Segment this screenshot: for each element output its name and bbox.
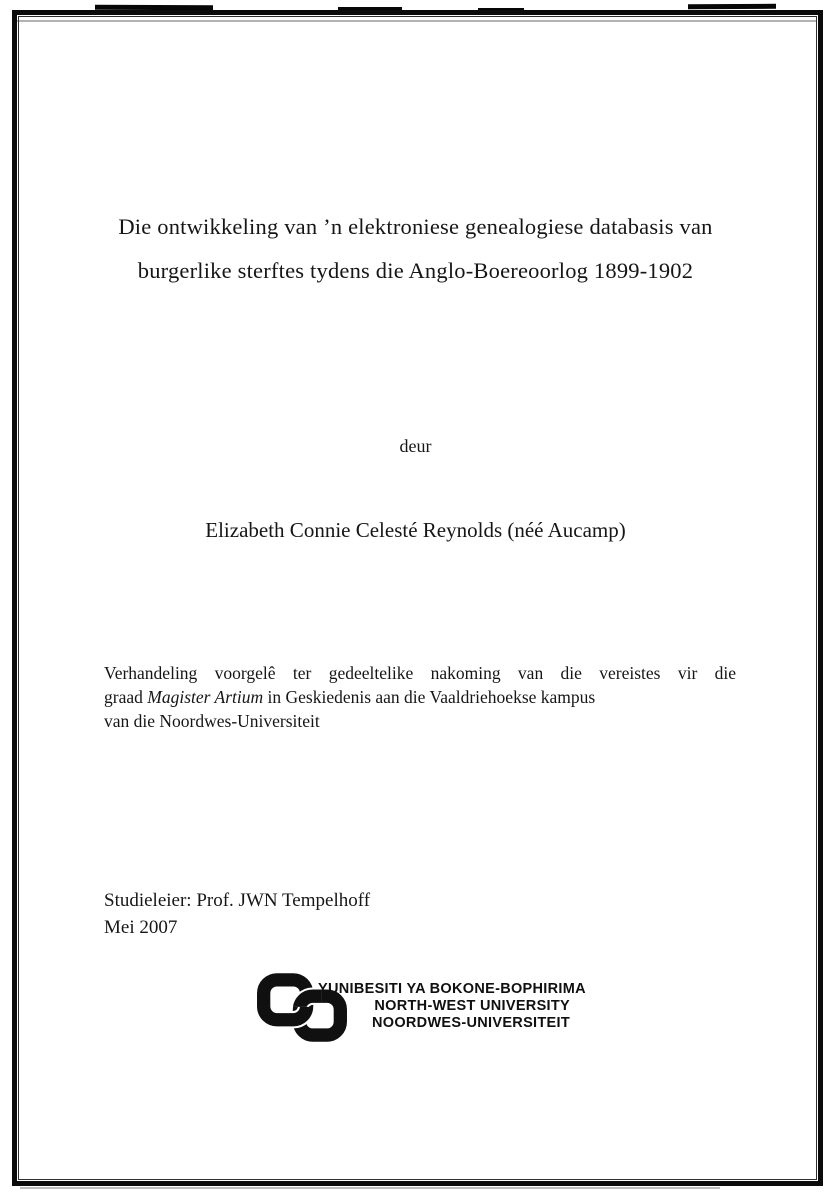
scan-artifact: [20, 1187, 720, 1189]
byline-deur: deur: [399, 436, 432, 456]
submission-statement: [104, 661, 736, 733]
date-line: Mei 2007: [104, 917, 178, 938]
title-line-2: burgerlike sterftes tydens die Anglo-Boereoorlog 1899-1902: [137, 258, 694, 283]
submission-line-2-suffix: in Geskiedenis aan die Vaaldriehoekse kampus: [263, 687, 596, 707]
logo-line-english: NORTH-WEST UNIVERSITY: [374, 998, 570, 1014]
supervisor-block: [104, 887, 370, 941]
submission-line-2: [104, 685, 736, 709]
submission-line-3: van die Noordwes-Universiteit: [104, 711, 320, 731]
scan-artifact: [688, 4, 776, 9]
logo-line-afrikaans: NOORDWES-UNIVERSITEIT: [371, 1015, 570, 1031]
university-logo-wordmark: [318, 981, 586, 1032]
submission-line-1: Verhandeling voorgelê ter gedeeltelike nakoming van die vereistes vir die: [104, 663, 736, 683]
degree-name-italic: Magister Artium: [147, 687, 264, 707]
title-line-1: Die ontwikkeling van ’n elektroniese genealogiese databasis van: [118, 214, 713, 239]
logo-line-setswana: YUNIBESITI YA BOKONE-BOPHIRIMA: [318, 981, 586, 997]
author-name: Elizabeth Connie Celesté Reynolds (néé Aucamp): [205, 518, 626, 542]
supervisor-line: Studieleier: Prof. JWN Tempelhoff: [104, 890, 371, 911]
submission-line-2-prefix: graad: [104, 687, 148, 707]
thesis-title: [40, 205, 791, 293]
